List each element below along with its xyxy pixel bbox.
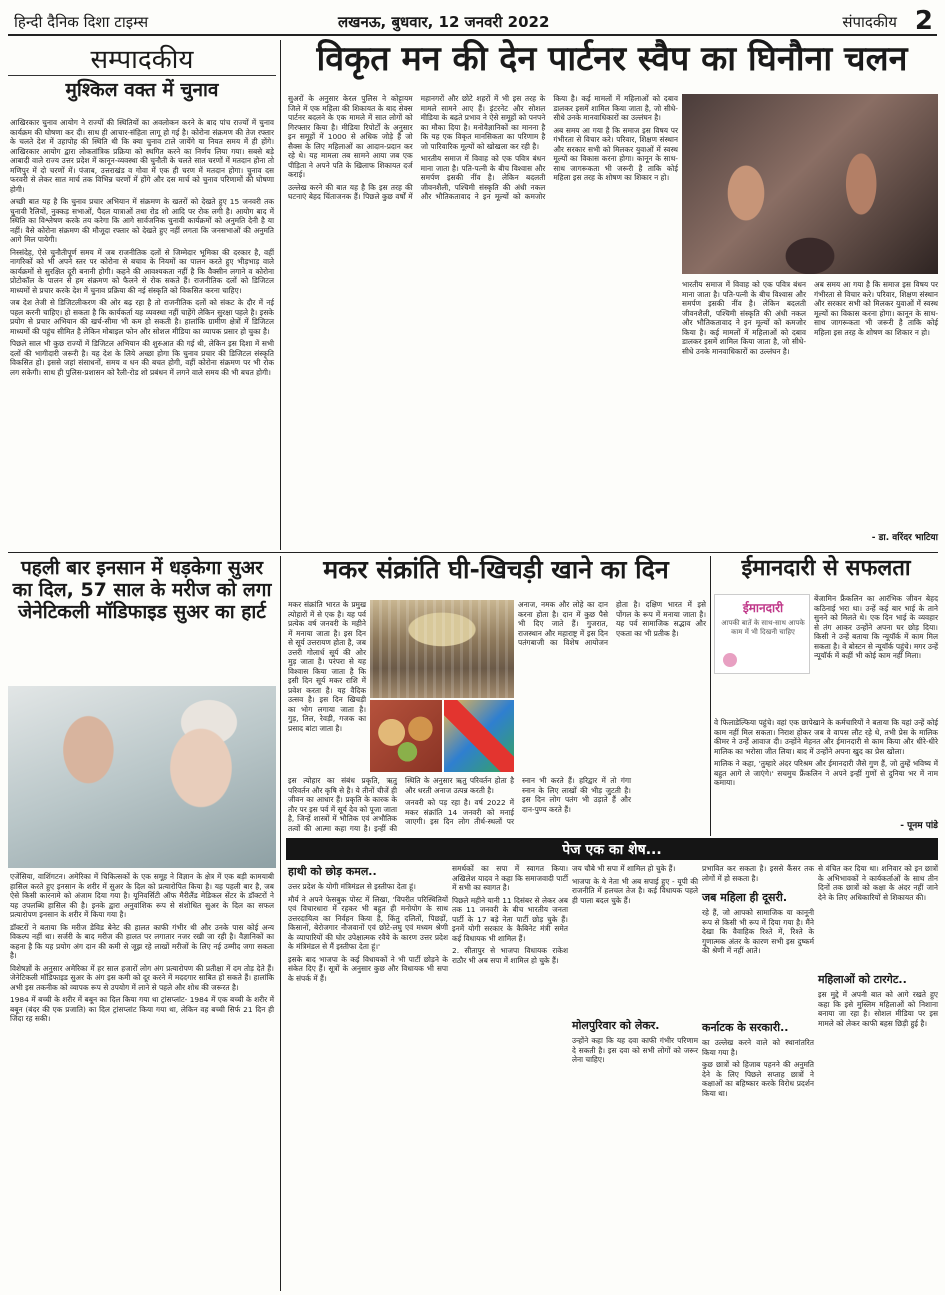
- makar-body-bottom: [288, 776, 631, 834]
- pig-heart-paragraph: एजेंसिया, वाशिंगटन। अमेरिका में चिकित्सकों के एक समूह ने विज्ञान के क्षेत्र में एक बड़ी कामयाबी हासिल करते हुए इनसान के शरीर में सुअर के दिल को प्रत्यारोपित किया है। यह पहली बार है, जब ऐसे किसी कारनामे को अंजाम दिया गया है। यूनिवर्सिटी ऑफ मैरीलैंड मेडिकल सेंटर के डॉक्टरों ने यह उपलब्धि हासिल की है। इनके द्वारा अनुवांशिक रूप से संशोधित सुअर के दिल का सफल प्रत्यारोपण इनसान के शरीर में किया गया है।: [10, 872, 274, 919]
- main-story-byline: - डा. वरिंदर भाटिया: [871, 533, 938, 543]
- mahila-body: [702, 908, 814, 1016]
- karnataka-paragraph: कुछ छात्रों को हिजाब पहनने की अनुमति देने के लिए पिछले सप्ताह छात्रों ने कक्षाओं का बहिष्कार करके विरोध प्रदर्शन किया था।: [702, 1060, 814, 1098]
- main-story-paragraph: सुअरों के अनुसार केरल पुलिस ने कोट्टायम जिले में एक महिला की शिकायत के बाद सेक्स पार्टनर बदलने के एक मामले में सात लोगों को गिरफ्तार किया है। मीडिया रिपोर्टों के अनुसार इन समूहों में 1000 से अधिक जोड़े हैं जो सैक्स के लिए महिलाओं का आदान-प्रदान कर रहे थे। यह मामला तब सामने आया जब एक पीड़िता ने अपने पति के खिलाफ शिकायत दर्ज कराई।: [288, 94, 413, 179]
- page-one-col2: [452, 864, 568, 1288]
- karnataka-headline: कर्नाटक के सरकारी..: [702, 1021, 789, 1034]
- haathi-paragraph: उत्तर प्रदेश के योगी मंत्रिमंडल से इस्तीफा देता हूं।: [288, 882, 416, 891]
- ganga-ghat-photo: [370, 600, 514, 698]
- honesty-quote-card: [714, 594, 810, 674]
- mahila-paragraph: रहे हैं, जो आपको सामाजिक या कानूनी रूप से किसी भी रूप में दिया गया है। मैंने देखा कि वैवाहिक रिश्ते में, रिश्ते के गुणात्मक अंतर के कारण सभी इस दुष्कर्म की श्रेणी में नहीं आते।: [702, 908, 814, 955]
- target-paragraph: इस मुद्दे में अपनी बात को आगे रखते हुए कहा कि इसे मुस्लिम महिलाओं को निशाना बनाया जा रहा है। सोशल मीडिया पर इस मामले को लेकर काफी बहस छिड़ी हुई है।: [818, 990, 938, 1028]
- honesty-paragraph: बेंजामिन फ्रैंकलिन का आरंभिक जीवन बेहद कठिनाई भरा था। उन्हें कई बार भाई के ताने सुनने को मिलते थे। एक दिन भाई के व्यवहार से तंग आकर उन्होंने अपना घर छोड़ दिया। किसी ने उन्हें बताया कि न्यूयॉर्क में काम मिल सकता है। वे बोस्टन से न्यूयॉर्क पहुंचे। मगर उन्हें न्यूयॉर्क में कहीं भी कोई काम नहीं मिला।: [814, 594, 939, 660]
- continued-paragraph: जय चौबे भी सपा में शामिल हो चुके हैं।: [572, 864, 676, 873]
- mahila-headline: जब महिला ही दूसरी.: [702, 891, 787, 904]
- main-story-paragraph: अब समय आ गया है कि समाज इस विषय पर गंभीरता से विचार करे। परिवार, शिक्षण संस्थान और सरकार सभी को मिलकर युवाओं में स्वस्थ मूल्यों का विकास करना होगा। कानून के साथ-साथ जागरूकता भी जरूरी है ताकि कोई महिला इस तरह के शोषण का शिकार न हो।: [553, 125, 678, 182]
- main-story-paragraph: उल्लेख करने की बात यह है कि इस तरह की घटनाएं बेहद चिंताजनक हैं। पिछले कुछ वर्षों में महानगरों और छोटे शहरों में भी इस तरह के मामले सामने आए हैं। इंटरनेट और सोशल मीडिया के बढ़ते प्रभाव ने ऐसे समूहों को पनपने का मौका दिया है। मनोवैज्ञानिकों का मानना है कि यह एक विकृत मानसिकता का परिणाम है जो पारिवारिक मूल्यों को खोखला कर रही है।: [288, 94, 546, 201]
- pig-heart-headline: पहली बार इनसान में धड़केगा सुअर का दिल, 57 साल के मरीज को लगा जेनेटिकली मॉडिफाइड सुअर का हार्ट: [12, 557, 272, 623]
- editorial-section-title: सम्पादकीय: [8, 40, 276, 76]
- dateline: लखनऊ, बुधवार, 12 जनवरी 2022: [338, 13, 550, 31]
- main-story-body-continued: [682, 280, 938, 526]
- haathi-paragraph: इसके बाद भाजपा के कई विधायकों ने भी पार्टी छोड़ने के संकेत दिए हैं। सूत्रों के अनुसार कुछ और विधायक भी सपा के संपर्क में हैं।: [288, 954, 448, 983]
- makar-paragraph: मकर संक्रांति भारत के प्रमुख त्योहारों में से एक है। यह पर्व प्रत्येक वर्ष जनवरी के महीने में मनाया जाता है। इस दिन से सूर्य उत्तरायण होता है, जब उत्तरी गोलार्ध सूर्य की ओर मुड़ जाता है। परंपरा से यह विश्वास किया जाता है कि इसी दिन सूर्य मकर राशि में प्रवेश करता है। यह वैदिक उत्सव है। इस दिन खिचड़ी का भोग लगाया जाता है। गुड़, तिल, रेवड़ी, गजक का प्रसाद बांटा जाता है।: [288, 600, 366, 733]
- editorial-paragraph: आखिरकार चुनाव आयोग ने राज्यों की स्थितियों का अवलोकन करने के बाद पांच राज्यों में चुनाव कार्यक्रम की घोषणा कर दी। साथ ही आचार-संहिता लागू हो गई है। कोरोना संक्रमण की तेज रफ्तार के चलते देश में उहापोह की स्थिति थी कि क्या चुनाव टाले जायेंगे या नियत समय में ही होंगे। आखिरकार आयोग द्वारा लोकतांत्रिक प्रक्रिया को स्थगित करने का निर्णय लिया गया। सबसे बड़े आबादी वाले राज्य उत्तर प्रदेश में कानून-व्यवस्था की चुनौती के चलते सात चरणों में मतदान होना तो मणिपुर में दो चरणों में। पंजाब, उत्तराखंड व गोवा में एक ही चरण में मतदान होगा। चुनाव दस फरवरी से लेकर सात मार्च तक विभिन्न चरणों में होंगे और दस मार्च को चुनाव परिणामों की घोषणा होगी।: [10, 118, 274, 194]
- haathi-headline: हाथी को छोड़ कमल..: [288, 865, 377, 878]
- haathi-paragraph: मौर्य ने अपने फेसबुक पोस्ट में लिखा, 'विपरीत परिस्थितियों एवं विचारधारा में रहकर भी बहुत ही मनोयोग के साथ उत्तरदायित्व का निर्वहन किया है, किंतु दलितों, पिछड़ों, किसानों, बेरोजगार नौजवानों एवं छोटे-लघु एवं मध्यम श्रेणी के व्यापारियों की घोर उपेक्षात्मक रवैये के कारण उत्तर प्रदेश के मंत्रिमंडल से मैं इस्तीफा देता हूं।': [288, 894, 448, 951]
- editorial-paragraph: जब देश तेजी से डिजिटलीकरण की ओर बढ़ रहा है तो राजनीतिक दलों को संकट के दौर में नई पहल करनी चाहिए। हो सकता है कि कार्यकर्ता यह व्यवस्था नहीं चाहेंगे लेकिन सुरक्षा पहले है। इसके प्रयोग से प्रचार अभियान की खर्च-सीमा भी कम हो सकती है। हालांकि ग्रामीण क्षेत्रों में डिजिटल माध्यमों की पहुंच सीमित है लेकिन मोबाइल फोन और सोशल मीडिया का व्यापक प्रसार हो चुका है।: [10, 298, 274, 336]
- pig-heart-paragraph: विशेषज्ञों के अनुसार अमेरिका में हर साल हजारों लोग अंग प्रत्यारोपण की प्रतीक्षा में दम तोड़ देते हैं। जेनेटिकली मॉडिफाइड सुअर के अंग इस कमी को दूर करने में मददगार साबित हो सकते हैं। हालांकि अभी इस तकनीक को व्यापक रूप से उपयोग में लाने से पहले और शोध की जरूरत है।: [10, 963, 274, 992]
- honesty-card-text: आपकी बातें के साथ-साथ आपके काम में भी दिखनी चाहिए: [721, 619, 805, 636]
- pig-heart-photo: [8, 686, 276, 868]
- pig-heart-paragraph: डॉक्टरों ने बताया कि मरीज डेविड बेनेट की हालत काफी गंभीर थी और उनके पास कोई अन्य विकल्प नहीं था। सर्जरी के बाद मरीज की हालत पर लगातार नजर रखी जा रही है। वैज्ञानिकों का कहना है कि यह प्रयोग अंग दान की कमी से जूझ रहे लाखों मरीजों के लिए नई उम्मीद जगा सकता है।: [10, 922, 274, 960]
- continued-paragraph: भाजपा के ये नेता भी अब सपाई हुए - यूपी की राजनीति में हलचल तेज है। कई विधायक पहले ही पाला बदल चुके हैं।: [572, 876, 698, 905]
- editorial-paragraph: निस्संदेह, ऐसे चुनौतीपूर्ण समय में जब राजनीतिक दलों से जिम्मेदार भूमिका की दरकार है, वहीं नागरिकों को भी अपने स्तर पर कोरोना से बचाव के नियमों का पालन करते हुए भीड़भाड़ वाले कार्यक्रमों से सुरक्षित दूरी बनानी होगी। कहने की आवश्यकता नहीं है कि वैक्सीन लगाने व कोरोना प्रोटोकॉल के पालन से हम संक्रमण को फैलने से रोक सकते हैं। राजनीतिक दलों को डिजिटल माध्यमों से प्रचार करके देश में चुनाव प्रक्रिया की नई संस्कृति को विकसित करना चाहिए।: [10, 247, 274, 295]
- makar-paragraph: अनाज, नमक और लोहे का दान करना होता है। दान में कुछ पैसे भी दिए जाते हैं। गुजरात, राजस्थान और महाराष्ट्र में इस दिन पतंगबाजी का विशेष आयोजन होता है। दक्षिण भारत में इसे पोंगल के रूप में मनाया जाता है। यह पर्व सामाजिक सद्भाव और एकता का भी प्रतीक है।: [518, 600, 706, 647]
- main-story-paragraph: भारतीय समाज में विवाह को एक पवित्र बंधन माना जाता है। पति-पत्नी के बीच विश्वास और समर्पण इसकी नींव है। लेकिन बदलती जीवनशैली, पश्चिमी संस्कृति की अंधी नकल और भौतिकतावाद ने इन मूल्यों को कमजोर किया है। कई मामलों में महिलाओं को दबाव डालकर इसमें शामिल किया जाता है, जो सीधे-सीधे उनके मानवाधिकारों का उल्लंघन है।: [682, 280, 806, 356]
- honesty-body: [714, 718, 938, 816]
- makar-body-intro: [288, 600, 366, 772]
- editorial-headline: मुश्किल वक्त में चुनाव: [65, 79, 219, 101]
- editorial-paragraph: अच्छी बात यह है कि चुनाव प्रचार अभियान में संक्रमण के खतरों को देखते हुए 15 जनवरी तक चुनावी रैलियों, नुक्कड़ सभाओं, पैदल यात्राओं तथा रोड शो आदि पर रोक लगी है। आयोग बाद में स्थिति का विश्लेषण करके तय करेगा कि आगे सार्वजनिक चुनावी कार्यक्रमों को अनुमति देनी है या नहीं। वैसे कोरोना संक्रमण की मौजूदा रफ्तार को देखते हुए नहीं लगता कि जनसभाओं की अनुमति आगे मिल पायेगी।: [10, 197, 274, 244]
- page-number: 2: [914, 6, 933, 36]
- makar-paragraph: इस त्योहार का संबंध प्रकृति, ऋतु परिवर्तन और कृषि से है। ये तीनों चीजें ही जीवन का आधार हैं। प्रकृति के कारक के तौर पर इस पर्व में सूर्य देव को पूजा जाता है, जिन्हें शास्त्रों में भौतिक एवं अभौतिक तत्वों की आत्मा कहा गया है। इन्हीं की स्थिति के अनुसार ऋतु परिवर्तन होता है और धरती अनाज उत्पन्न करती है।: [288, 776, 514, 833]
- main-story-headline: विकृत मन की देन पार्टनर स्वैप का घिनौना चलन: [316, 39, 908, 79]
- honesty-body-top: [814, 594, 938, 714]
- continued-paragraph: पिछले महीने यानी 11 दिसंबर से लेकर अब तक 11 जनवरी के बीच भारतीय जनता पार्टी के 17 बड़े नेता पार्टी छोड़ चुके हैं। इनमें योगी सरकार के कैबिनेट मंत्री समेत कई विधायक भी शामिल हैं।: [452, 895, 568, 943]
- haathi-body: [288, 882, 448, 1288]
- honesty-byline: - पूनम पांडे: [900, 821, 938, 831]
- makar-paragraph: जनवरी को पड़ रहा है। वर्ष 2022 में मकर संक्रांति 14 जनवरी को मनाई जाएगी। इस दिन लोग तीर्थ-स्थलों पर स्नान भी करते हैं। हरिद्वार में तो गंगा स्नान के लिए लाखों की भीड़ जुटती है। इस दिन लोग पतंग भी उड़ाते हैं और दान-पुण्य करते हैं।: [405, 776, 631, 826]
- masthead: [8, 6, 937, 36]
- target-intro: [818, 864, 938, 970]
- kites-photo: [444, 700, 514, 772]
- honesty-headline: ईमानदारी से सफलता: [741, 556, 911, 581]
- main-story-paragraph: भारतीय समाज में विवाह को एक पवित्र बंधन माना जाता है। पति-पत्नी के बीच विश्वास और समर्पण इसकी नींव है। लेकिन बदलती जीवनशैली, पश्चिमी संस्कृति की अंधी नकल और भौतिकतावाद ने इन मूल्यों को कमजोर किया है। कई मामलों में महिलाओं को दबाव डालकर इसमें शामिल किया जाता है, जो सीधे-सीधे उनके मानवाधिकारों का उल्लंघन है।: [420, 94, 678, 201]
- page-one-col3: [572, 864, 698, 1014]
- column-divider: [280, 556, 281, 1291]
- page-one-continued-title: पेज एक का शेष...: [562, 842, 662, 858]
- page-one-continued-band: [286, 838, 938, 860]
- horizontal-divider: [8, 552, 938, 553]
- partner-swap-photo: [682, 94, 938, 274]
- continued-paragraph: उन्होंने कहा कि यह दवा काफी गंभीर परिणाम दे सकती है। इस दवा को सभी लोगों को जरूर लेना चाहिए।: [572, 1036, 698, 1064]
- main-story-body: [288, 94, 678, 549]
- continued-paragraph: 2. सीतापुर से भाजपा विधायक राकेश राठौर भी अब सपा में शामिल हो चुके हैं।: [452, 946, 568, 965]
- pig-heart-body: [10, 872, 274, 1288]
- target-body: [818, 990, 938, 1288]
- karnataka-body: [702, 1038, 814, 1288]
- makar-headline: मकर संक्रांति घी-खिचड़ी खाने का दिन: [323, 555, 669, 584]
- editorial-paragraph: पिछले साल भी कुछ राज्यों में डिजिटल अभियान की शुरुआत की गई थी, लेकिन इस दिशा में सभी दलों की भागीदारी जरूरी है। यह देश के लिये अच्छा होगा कि चुनाव प्रचार की डिजिटल संस्कृति विकसित हो। इससे जहां संसाधनों, समय व धन की बचत होगी, वहीं कोरोना संक्रमण पर भी रोक लग सकेगी। साथ ही पुलिस-प्रशासन को रैली-रोड शो प्रबंधन में लगने वाले समय की भी बचत होगी।: [10, 339, 274, 377]
- section-label: संपादकीय: [842, 13, 897, 31]
- khichdi-photo: [370, 700, 442, 772]
- mahila-intro: [702, 864, 814, 888]
- main-story-paragraph: अब समय आ गया है कि समाज इस विषय पर गंभीरता से विचार करे। परिवार, शिक्षण संस्थान और सरकार सभी को मिलकर युवाओं में स्वस्थ मूल्यों का विकास करना होगा। कानून के साथ-साथ जागरूकता भी जरूरी है ताकि कोई महिला इस तरह के शोषण का शिकार न हो।: [814, 280, 938, 337]
- honesty-paragraph: वे फिलाडेल्फिया पहुंचे। वहां एक छापेखाने के कर्मचारियों ने बताया कि यहां उन्हें कोई काम नहीं मिल सकता। निराश होकर जब वे वापस लौट रहे थे, तभी प्रेस के मालिक कीमर ने उन्हें आवाज दी। उन्होंने मेहनत और ईमानदारी से काम किया और धीरे-धीरे मालिक का भरोसा जीत लिया। बाद में उन्होंने अपना खुद का प्रेस खोला।: [714, 718, 938, 756]
- mol-headline: मोलपुरिवार को लेकर.: [572, 1019, 660, 1032]
- mol-body: [572, 1036, 698, 1288]
- flower-icon: [723, 653, 737, 667]
- column-divider: [280, 40, 281, 550]
- honesty-paragraph: मालिक ने कहा, 'तुम्हारे अंदर परिश्रम और ईमानदारी जैसे गुण हैं, जो तुम्हें भविष्य में बहुत आगे ले जाएंगे।' सचमुच फ्रैंकलिन ने अपने इन्हीं गुणों से दुनिया भर में नाम कमाया।: [714, 759, 938, 787]
- target-headline: महिलाओं को टारगेट..: [818, 973, 907, 986]
- target-paragraph: से वंचित कर दिया था। शनिवार को इन छात्रों के अभिभावकों ने कार्यकर्ताओं के साथ तीन दिनों तक छात्रों को कक्षा के अंदर नहीं जाने देने के लिए अधिकारियों से शिकायत की।: [818, 864, 938, 902]
- paper-name: हिन्दी दैनिक दिशा टाइम्स: [14, 13, 149, 31]
- column-divider: [710, 556, 711, 836]
- mahila-paragraph: प्रभावित कर सकता है। इससे कैंसर तक लोगों में हो सकता है।: [702, 864, 814, 883]
- pig-heart-paragraph: 1984 में बच्ची के शरीर में बबून का दिल किया गया था ट्रांसप्लांट- 1984 में एक बच्ची के शरीर में बबून (बंदर की एक प्रजाति) का दिल ट्रांसप्लांट किया गया था, लेकिन वह बच्ची सिर्फ 21 दिन ही जिंदा रह सकी।: [10, 995, 274, 1023]
- honesty-card-title: ईमानदारी: [742, 601, 784, 615]
- continued-paragraph: समर्थकों का सपा में स्वागत किया। अखिलेश यादव ने कहा कि समाजवादी पार्टी में सभी का स्वागत है।: [452, 864, 568, 892]
- karnataka-paragraph: का उल्लेख करने वाले को स्थानांतरित किया गया है।: [702, 1038, 814, 1057]
